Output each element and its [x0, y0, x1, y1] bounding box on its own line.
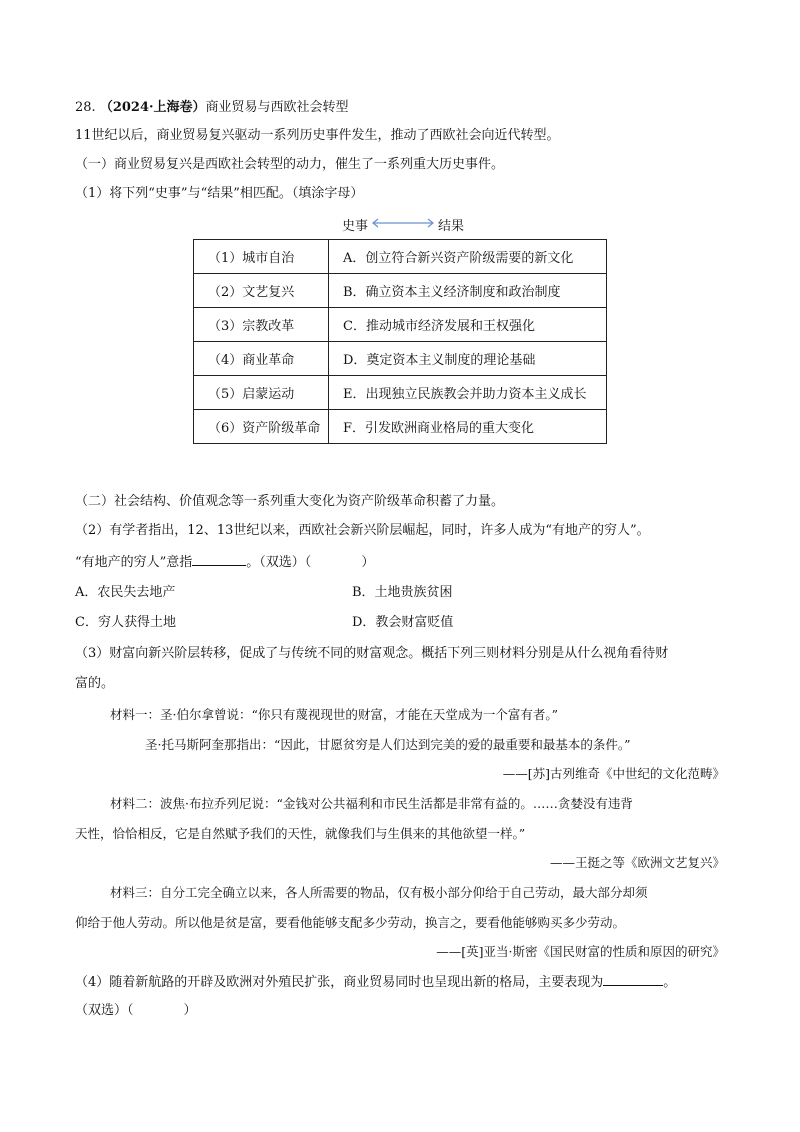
table-row [194, 274, 607, 308]
sub-question-3-line2: 富的。 [75, 676, 115, 691]
event-cell: （3）宗教改革 [194, 308, 329, 342]
result-cell: C．推动城市经济发展和王权强化 [329, 308, 607, 342]
material-1-source: ——[苏]古列维奇《中世纪的文化范畴》 [502, 766, 725, 781]
sub-question-4-line2: （双选）（ ） [75, 1003, 197, 1018]
part-two-heading: （二）社会结构、价值观念等一系列重大变化为资产阶级革命积蓄了力量。 [75, 494, 505, 509]
option-b[interactable]: B．土地贵族贫困 [352, 585, 453, 600]
event-cell: （2）文艺复兴 [194, 274, 329, 308]
table-row [194, 342, 607, 376]
match-table [193, 239, 607, 444]
sub-question-2-line1: （2）有学者指出，12、13世纪以来，西欧社会新兴阶层崛起，同时，许多人成为“有地产的穷人”。 [75, 523, 650, 538]
event-cell: （1）城市自治 [194, 240, 329, 274]
sub-question-1: （1）将下列“史事”与“结果”相匹配。（填涂字母） [75, 186, 364, 201]
question-title: 商业贸易与西欧社会转型 [205, 100, 349, 115]
match-header-right: 结果 [438, 219, 465, 234]
match-header [342, 214, 472, 234]
material-2-source: ——王挺之等《欧洲文艺复兴》 [549, 855, 725, 870]
question-heading [75, 99, 349, 117]
result-cell: D．奠定资本主义制度的理论基础 [329, 342, 607, 376]
match-header-left: 史事 [342, 219, 369, 234]
question-source: （2024·上海卷） [99, 100, 206, 115]
table-row [194, 410, 607, 444]
material-3-line2: 仰给于他人劳动。所以他是贫是富，要看他能够支配多少劳动，换言之，要看他能够购买多少劳动。 [75, 915, 626, 930]
event-cell: （6）资产阶级革命 [194, 410, 329, 444]
question-number: 28. [75, 100, 96, 115]
result-cell: A．创立符合新兴资产阶级需要的新文化 [329, 240, 607, 274]
table-row [194, 376, 607, 410]
option-c[interactable]: C．穷人获得土地 [75, 615, 176, 630]
result-cell: F．引发欧洲商业格局的重大变化 [329, 410, 607, 444]
material-2-line1: 材料二：波焦·布拉乔列尼说：“金钱对公共福利和市民生活都是非常有益的。……贪婪没有违背 [110, 796, 633, 811]
option-a[interactable]: A．农民失去地产 [75, 585, 176, 600]
material-1-line2: 圣·托马斯阿奎那指出：“因此，甘愿贫穷是人们达到完美的爱的最重要和最基本的条件。” [145, 737, 631, 752]
answer-blank[interactable] [603, 973, 663, 986]
part-one-heading: （一）商业贸易复兴是西欧社会转型的动力，催生了一系列重大历史事件。 [75, 157, 505, 172]
double-arrow-icon [370, 217, 436, 229]
material-3-line1: 材料三：自分工完全确立以来，各人所需要的物品，仅有极小部分仰给于自己劳动，最大部分却须 [110, 885, 648, 900]
answer-blank[interactable] [192, 553, 246, 566]
table-row [194, 240, 607, 274]
intro-text: 11世纪以后，商业贸易复兴驱动一系列历史事件发生，推动了西欧社会向近代转型。 [75, 128, 560, 143]
event-cell: （5）启蒙运动 [194, 376, 329, 410]
material-2-line2: 天性，恰恰相反，它是自然赋予我们的天性，就像我们与生俱来的其他欲望一样。” [75, 826, 526, 841]
result-cell: B．确立资本主义经济制度和政治制度 [329, 274, 607, 308]
option-d[interactable]: D．教会财富贬值 [352, 615, 454, 630]
table-row [194, 308, 607, 342]
event-cell: （4）商业革命 [194, 342, 329, 376]
sub-question-3-line1: （3）财富向新兴阶层转移，促成了与传统不同的财富观念。概括下列三则材料分别是从什么视角看待财 [75, 646, 669, 661]
material-3-source: ——[英]亚当·斯密《国民财富的性质和原因的研究》 [436, 944, 725, 959]
sub-question-2-line2: “有地产的穷人”意指 。（双选）（ ） [75, 555, 375, 570]
result-cell: E．出现独立民族教会并助力资本主义成长 [329, 376, 607, 410]
material-1-line1: 材料一：圣·伯尔拿曾说：“你只有蔑视现世的财富，才能在天堂成为一个富有者。” [110, 707, 559, 722]
sub-question-4-line1: （4）随着新航路的开辟及欧洲对外殖民扩张，商业贸易同时也呈现出新的格局，主要表现为 。 [75, 975, 677, 990]
